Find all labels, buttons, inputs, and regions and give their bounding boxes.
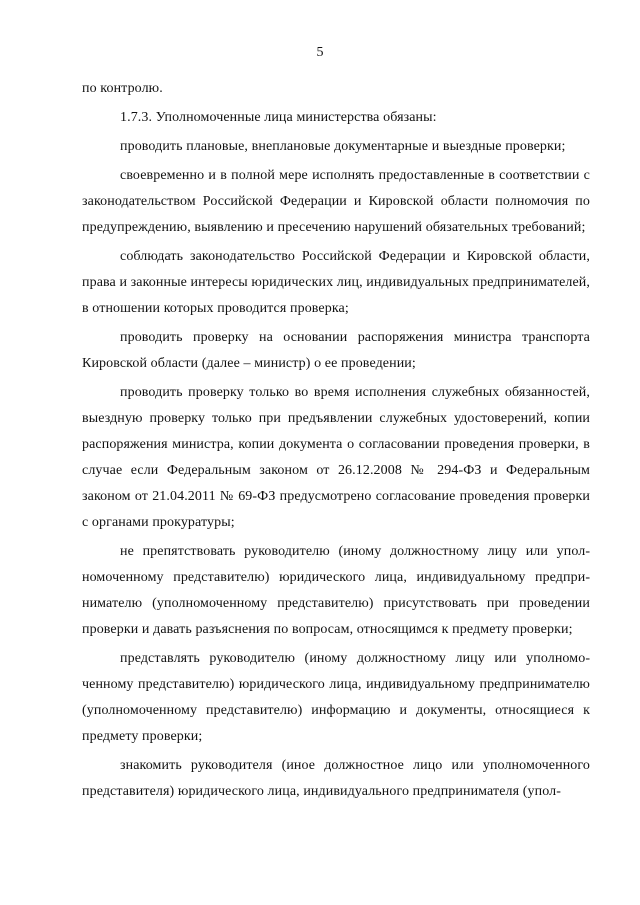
paragraph: своевременно и в полной мере исполнять предоставленные в соответствии с законодательством Российской Федерации и Кировской области полномочия по предупреждению, выявлению и пресечению нарушений обязательных требований;	[82, 168, 590, 235]
paragraph: проводить проверку только во время исполнения служебных обязанностей, выездную проверку только при предъявлении служебных удостоверений, копии распоряжения министра, копии документа о согласовании проведения проверки, в случае если Федеральным законом от 26.12.2008 № 294-ФЗ и Федеральным законом от 21.04.2011 № 69-ФЗ предусмотрено согласование проведения проверки с органами прокуратуры;	[82, 385, 590, 530]
paragraph: проводить плановые, внеплановые документарные и выездные проверки;	[120, 139, 566, 154]
section-heading-1-7-3: 1.7.3. Уполномоченные лица министерства обязаны:	[120, 110, 437, 125]
paragraph: не препятствовать руководителю (иному должностному лицу или уполномоченному представителю) юридического лица, индивидуальному предпринимателю (уполномоченному представителю) присутствовать при проведении проверки и давать разъяснения по вопросам, относящимся к предмету проверки;	[82, 544, 590, 637]
document-body	[82, 76, 590, 808]
paragraph: соблюдать законодательство Российской Федерации и Кировской области, права и законные интересы юридических лиц, индивидуальных предпринимателей, в отношении которых проводится проверка;	[82, 249, 590, 316]
page-number: 5	[316, 45, 324, 60]
paragraph-continuation: по контролю.	[82, 81, 163, 96]
paragraph: знакомить руководителя (иное должностное лицо или уполномоченного представителя) юридического лица, индивидуального предпринимателя (упол-	[82, 758, 590, 799]
paragraph: представлять руководителю (иному должностному лицу или уполномоченному представителю) юридического лица, индивидуальному предпринимателю (уполномоченному представителю) информацию и документы, относящиеся к предмету проверки;	[82, 651, 590, 744]
paragraph: проводить проверку на основании распоряжения министра транспорта Кировской области (далее – министр) о ее проведении;	[82, 330, 590, 371]
